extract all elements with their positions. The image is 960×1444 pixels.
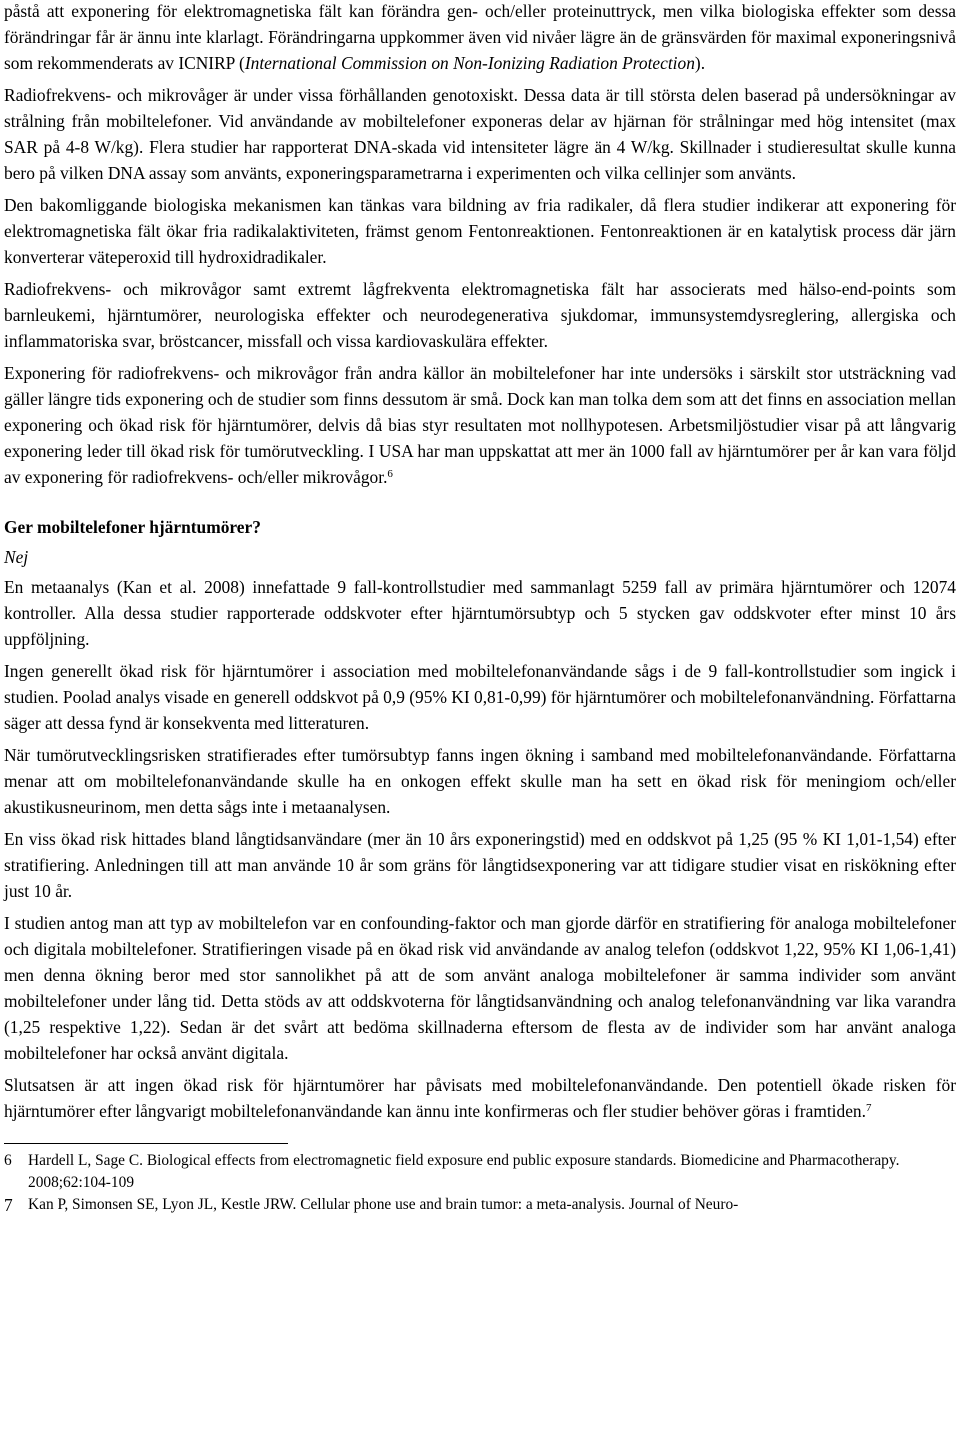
paragraph-analog-digital: I studien antog man att typ av mobiltelefon var en confounding-faktor och man gjorde därför en stratifiering för analoga mobiltelefoner och digitala mobiltelefoner. Stratifieringen visade på en ökad risk vid användande av analog telefon (oddskvot 1,22, 95% KI 1,06-1,41) men denna ökning beror med stor sannolikhet på att de som använt analoga mobiltelefoner är samma individer som använt mobiltelefoner under lång tid. Detta stöds av att oddskvoterna för långtidsanvändning och analog telefonanvändning var lika varandra (1,25 respektive 1,22). Sedan är det svårt att bedöma skillnaderna eftersom de flesta av de individer som har använt analoga mobiltelefoner har också använt digitala. xyxy=(4,913,956,1063)
icnirp-full-name: International Commission on Non-Ionizing Radiation Protection xyxy=(244,53,695,73)
paragraph-long-term: En viss ökad risk hittades bland långtidsanvändare (mer än 10 års exponeringstid) med en oddskvot på 1,25 (95 % KI 1,01-1,54) efter stratifiering. Anledningen till att man använde 10 år som gräns för långtidsexponering var att tidigare studier visat en riskökning efter just 10 år. xyxy=(4,829,956,901)
section-heading: Ger mobiltelefoner hjärntumörer? xyxy=(4,517,261,537)
footnote-7 xyxy=(4,1194,956,1216)
footnote-text: Kan P, Simonsen SE, Lyon JL, Kestle JRW. Cellular phone use and brain tumor: a meta-analysis. Journal of Neuro- xyxy=(28,1196,739,1213)
paragraph-health-endpoints: Radiofrekvens- och mikrovågor samt extremt lågfrekventa elektromagnetiska fält har associerats med hälso-end-points som barnleukemi, hjärntumörer, neurologiska effekter och neurodegenerativa sjukdomar, immunsystemdysreglering, allergiska och inflammatoriska svar, bröstcancer, missfall och vissa kardiovaskulära effekter. xyxy=(4,279,956,351)
paragraph-other-sources-text: Exponering för radiofrekvens- och mikrovågor från andra källor än mobiltelefoner har inte undersöks i särskilt stor utsträckning vad gäller längre tids exponering och de studier som finns dessutom är små. Dock kan man tolka dem som att det finns en association mellan exponering och ökad risk för hjärntumörer, delvis då bias styr resultaten mot nollhypotesen. Arbetsmiljöstudier visar på att långvarig exponering leder till ökad risk för tumörutveckling. I USA har man uppskattat att mer än 1000 fall av hjärntumörer per år kan vara följd av exponering för radiofrekvens- och/eller mikrovågor. xyxy=(4,363,956,487)
paragraph-conclusion xyxy=(4,1072,956,1124)
paragraph-no-risk: Ingen generellt ökad risk för hjärntumörer i association med mobiltelefonanvändande sågs i de 9 fall-kontrollstudier som ingick i studien. Poolad analys visade en generell oddskvot på 0,9 (95% KI 0,81-0,99) för hjärntumörer och mobiltelefonanvändning. Författarna säger att dessa fynd är konsekventa med litteraturen. xyxy=(4,661,956,733)
footnote-ref-6[interactable]: 6 xyxy=(387,468,393,480)
paragraph-genotoxic: Radiofrekvens- och mikrovåger är under vissa förhållanden genotoxiskt. Dessa data är till största delen baserad på undersökningar av strålning från mobiltelefoner. Vid användande av mobiltelefoner exponeras delar av hjärnan för strålningar med hög intensitet (max SAR på 4-8 W/kg). Flera studier har rapporterat DNA-skada vid intensiteter lägre än 4 W/kg. Skillnader i studieresultat skulle kunna bero på vilken DNA assay som använts, exponeringsparametrarna i experimenten och vilka cellinjer som använts. xyxy=(4,85,956,183)
footnote-6 xyxy=(4,1150,956,1194)
paragraph-other-sources xyxy=(4,360,956,490)
footnote-ref-7[interactable]: 7 xyxy=(865,1102,872,1114)
paragraph-subtype: När tumörutvecklingsrisken stratifierades efter tumörsubtyp fanns ingen ökning i samband med mobiltelefonanvändande. Författarna menar att om mobiltelefonanvändande skulle ha en onkogen effekt skulle man ha sett en ökad risk för meningiom och/eller akustikusneurinom, men detta sågs inte i metaanalysen. xyxy=(4,745,956,817)
section-answer: Nej xyxy=(4,547,29,567)
paragraph-icnirp-text: påstå att exponering för elektromagnetiska fält kan förändra gen- och/eller proteinuttryck, men vilka biologiska effekter som dessa förändringar får är ännu inte klarlagt. Förändringarna uppkommer även vid nivåer lägre än de gränsvärden för maximal exponeringsnivå som rekommenderats av ICNIRP ( xyxy=(4,1,956,73)
paragraph-icnirp-end: ). xyxy=(694,53,706,73)
paragraph-conclusion-text: Slutsatsen är att ingen ökad risk för hjärntumörer har påvisats med mobiltelefonanvändande. Den potentiell ökade risken för hjärntumörer efter långvarigt mobiltelefonanvändande kan ännu inte konfirmeras och fler studier behöver göras i framtiden. xyxy=(4,1075,956,1121)
paragraph-mechanism: Den bakomliggande biologiska mekanismen kan tänkas vara bildning av fria radikaler, då flera studier indikerar att exponering för elektromagnetiska fält ökar fria radikalaktiviteten, främst genom Fentonreaktionen. Fentonreaktionen är en katalytisk process där järn konverterar väteperoxid till hydroxidradikaler. xyxy=(4,195,956,267)
footnote-number: 7 xyxy=(4,1195,13,1215)
footnote-number: 6 xyxy=(4,1152,12,1169)
footnote-text: Hardell L, Sage C. Biological effects from electromagnetic field exposure end public exposure standards. Biomedicine and Pharmacotherapy. 2008;62:104-109 xyxy=(28,1152,900,1191)
footnote-divider xyxy=(4,1143,288,1144)
paragraph-icnirp xyxy=(4,0,956,76)
paragraph-meta-analysis: En metaanalys (Kan et al. 2008) innefattade 9 fall-kontrollstudier med sammanlagt 5259 fall av primära hjärntumörer och 12074 kontroller. Alla dessa studier rapporterade oddskvoter efter hjärntumörsubtyp och 5 stycken gav oddskvoter efter minst 10 års uppföljning. xyxy=(4,577,956,649)
